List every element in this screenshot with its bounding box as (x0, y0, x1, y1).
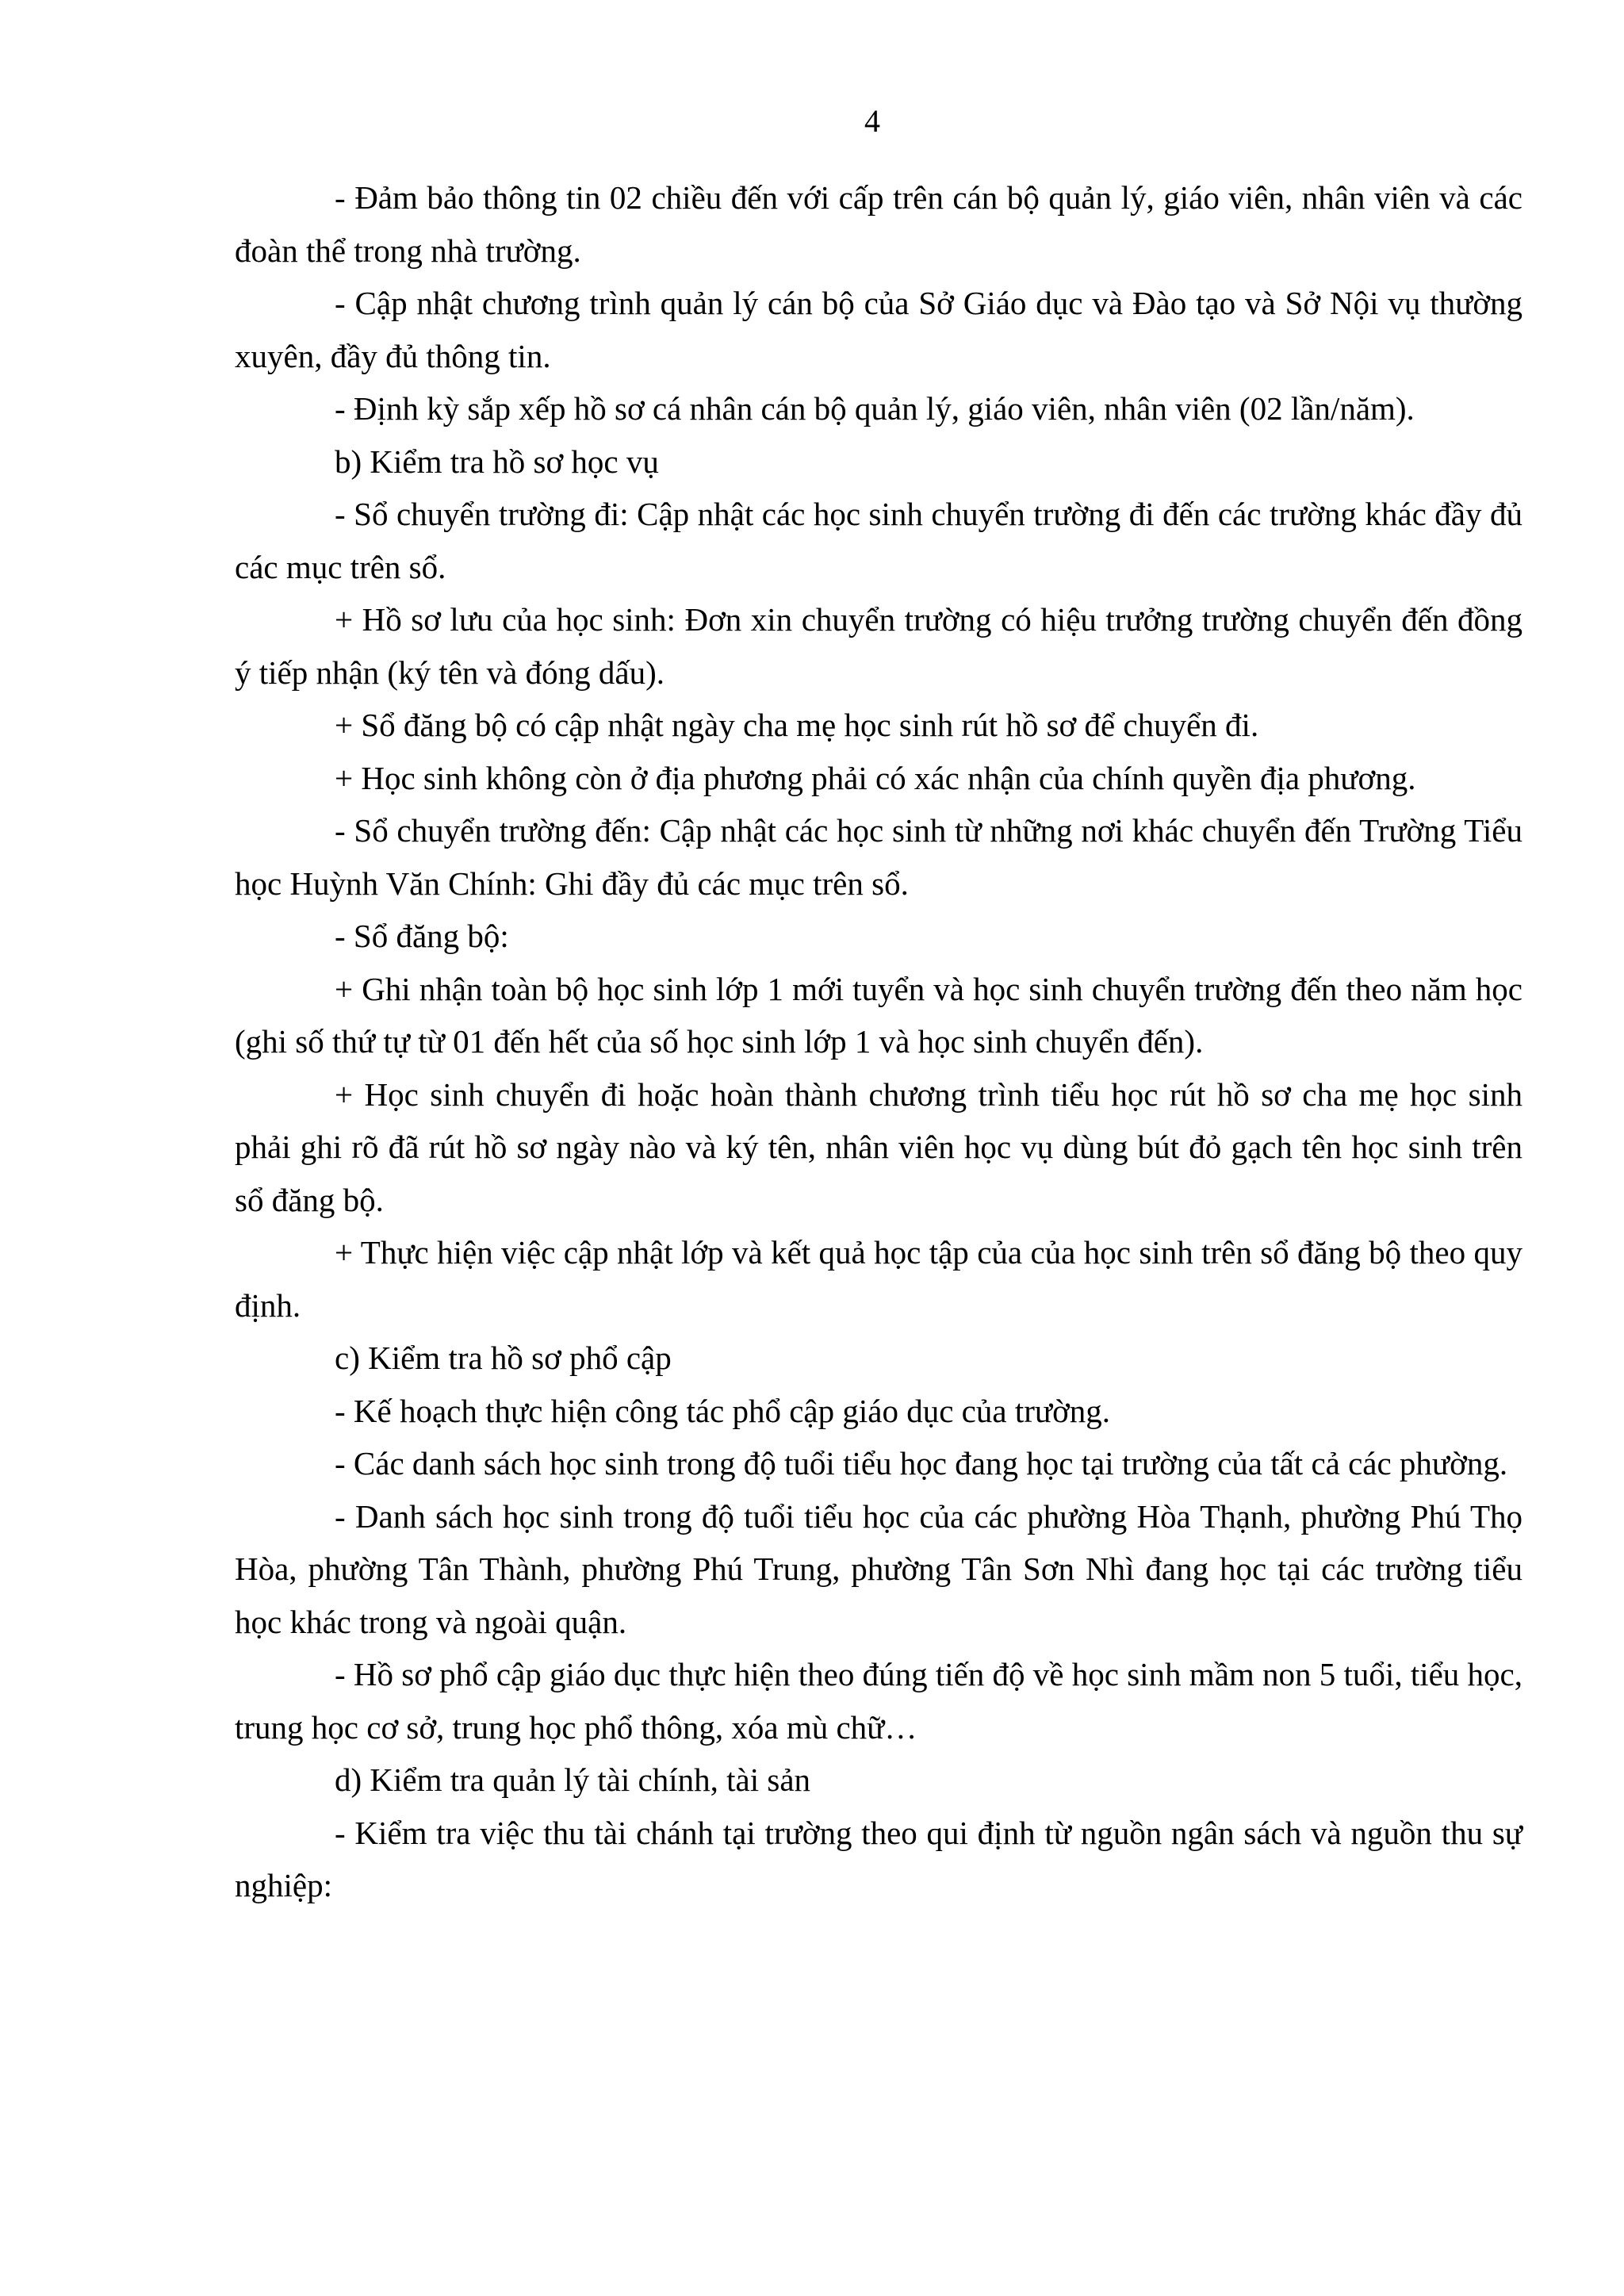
paragraph: - Kiểm tra việc thu tài chánh tại trường theo qui định từ nguồn ngân sách và nguồn thu sự nghiệp: (235, 1814, 1522, 1903)
paragraph: + Ghi nhận toàn bộ học sinh lớp 1 mới tuyển và học sinh chuyển trường đến theo năm học (ghi số thứ tự từ 01 đến hết của số học sinh lớp 1 và học sinh chuyển đến). (235, 970, 1522, 1060)
paragraph: - Định kỳ sắp xếp hồ sơ cá nhân cán bộ quản lý, giáo viên, nhân viên (02 lần/năm). (335, 390, 1415, 427)
page-number: 4 (864, 103, 880, 139)
paragraph: + Học sinh không còn ở địa phương phải có xác nhận của chính quyền địa phương. (335, 759, 1416, 796)
paragraph: - Cập nhật chương trình quản lý cán bộ của Sở Giáo dục và Đào tạo và Sở Nội vụ thường xuyên, đầy đủ thông tin. (235, 285, 1522, 374)
document-body (235, 171, 1522, 1912)
paragraph: - Sổ chuyển trường đi: Cập nhật các học sinh chuyển trường đi đến các trường khác đầy đủ các mục trên sổ. (235, 496, 1522, 585)
paragraph: - Danh sách học sinh trong độ tuổi tiểu học của các phường Hòa Thạnh, phường Phú Thọ Hòa, phường Tân Thành, phường Phú Trung, phường Tân Sơn Nhì đang học tại các trường tiểu học khác trong và ngoài quận. (235, 1497, 1522, 1640)
section-heading: d) Kiểm tra quản lý tài chính, tài sản (335, 1761, 811, 1798)
paragraph: + Sổ đăng bộ có cập nhật ngày cha mẹ học sinh rút hồ sơ để chuyển đi. (335, 707, 1259, 743)
paragraph: - Sổ chuyển trường đến: Cập nhật các học sinh từ những nơi khác chuyển đến Trường Tiểu học Huỳnh Văn Chính: Ghi đầy đủ các mục trên sổ. (235, 812, 1522, 902)
paragraph: + Hồ sơ lưu của học sinh: Đơn xin chuyển trường có hiệu trưởng trường chuyển đến đồng ý tiếp nhận (ký tên và đóng dấu). (235, 601, 1522, 691)
paragraph: - Kế hoạch thực hiện công tác phổ cập giáo dục của trường. (335, 1392, 1111, 1429)
section-heading: b) Kiểm tra hồ sơ học vụ (335, 443, 659, 480)
paragraph: - Đảm bảo thông tin 02 chiều đến với cấp trên cán bộ quản lý, giáo viên, nhân viên và các đoàn thể trong nhà trường. (235, 179, 1522, 269)
paragraph: + Học sinh chuyển đi hoặc hoàn thành chương trình tiểu học rút hồ sơ cha mẹ học sinh phải ghi rõ đã rút hồ sơ ngày nào và ký tên, nhân viên học vụ dùng bút đỏ gạch tên học sinh trên sổ đăng bộ. (235, 1075, 1522, 1218)
paragraph: - Các danh sách học sinh trong độ tuổi tiểu học đang học tại trường của tất cả các phường. (335, 1445, 1508, 1481)
section-heading: c) Kiểm tra hồ sơ phổ cập (335, 1340, 672, 1376)
paragraph: - Sổ đăng bộ: (335, 918, 509, 954)
paragraph: - Hồ sơ phổ cập giáo dục thực hiện theo đúng tiến độ về học sinh mầm non 5 tuổi, tiểu học, trung học cơ sở, trung học phổ thông, xóa mù chữ… (235, 1656, 1522, 1746)
paragraph: + Thực hiện việc cập nhật lớp và kết quả học tập của của học sinh trên sổ đăng bộ theo quy định. (235, 1234, 1522, 1324)
